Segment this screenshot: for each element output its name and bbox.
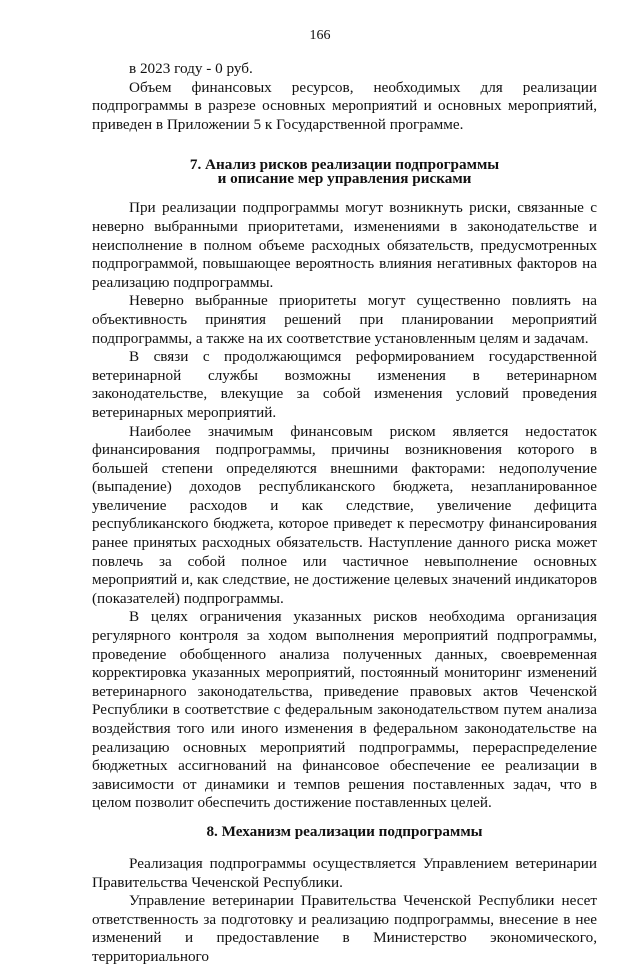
intro-line-2023: в 2023 году - 0 руб. — [129, 60, 253, 77]
section-8-heading: 8. Механизм реализации подпрограммы — [206, 822, 483, 840]
section-7-title-line1: 7. Анализ рисков реализации подпрограммы — [189, 156, 500, 174]
page-number: 166 — [309, 28, 331, 43]
section-8-paragraph-2: Управление ветеринарии Правительства Чеченской Республики несет ответственность за подготовку и реализацию подпрограммы, внесение в нее изменений и предоставление в Министерство экономического, территориального — [92, 892, 597, 965]
section-7-paragraph-1: При реализации подпрограммы могут возникнуть риски, связанные с неверно выбранными приоритетами, изменениями в законодательстве и неисполнение в полном объеме расходных обязательств, предусмотренных подпрограммой, повышающее вероятность влияния негативных факторов на реализацию подпрограммы. — [92, 199, 597, 291]
intro-paragraph: Объем финансовых ресурсов, необходимых для реализации подпрограммы в разрезе основных мероприятий и основных мероприятий, приведен в Приложении 5 к Государственной программе. — [92, 78, 597, 133]
section-7-heading — [92, 157, 597, 186]
section-7-paragraph-4: Наиболее значимым финансовым риском является недостаток финансирования подпрограммы, причины возникновения которого в большей степени определяются внешними факторами: недополучение (выпадение) доходов республиканского бюджета, незапланированное увеличение расходов и как следствие, увеличение дефицита республиканского бюджета, которое приведет к пересмотру финансирования ранее принятых расходных обязательств. Наступление данного риска может повлечь за собой полное или частичное невыполнение основных мероприятий и, как следствие, не достижение целевых значений индикаторов (показателей) подпрограммы. — [92, 422, 597, 607]
section-8-paragraph-1: Реализация подпрограммы осуществляется Управлением ветеринарии Правительства Чеченской Республики. — [92, 854, 597, 891]
section-7-paragraph-3: В связи с продолжающимся реформированием государственной ветеринарной службы возможны изменения в ветеринарном законодательстве, влекущие за собой изменения условий проведения ветеринарных мероприятий. — [92, 348, 597, 421]
section-7-paragraph-2: Неверно выбранные приоритеты могут существенно повлиять на объективность принятия решений при планировании мероприятий подпрограммы, а также на их соответствие установленным целям и задачам. — [92, 292, 597, 347]
document-body — [92, 60, 597, 967]
section-7-paragraph-5: В целях ограничения указанных рисков необходима организация регулярного контроля за ходом выполнения мероприятий подпрограммы, проведение обобщенного анализа полученных данных, своевременная корректировка указанных мероприятий, постоянный мониторинг изменений ветеринарного законодательства, приведение правовых актов Чеченской Республики в соответствие с федеральным законодательством путем анализа воздействия того или иного изменения в федеральном законодательстве на реализацию основных мероприятий подпрограммы, перераспределение бюджетных ассигнований на финансовое обеспечение ее реализации в зависимости от динамики и темпов решения поставленных задач, что в целом позволит обеспечить достижение поставленных целей. — [92, 608, 597, 812]
section-7-title-line2: и описание мер управления рисками — [217, 170, 472, 188]
